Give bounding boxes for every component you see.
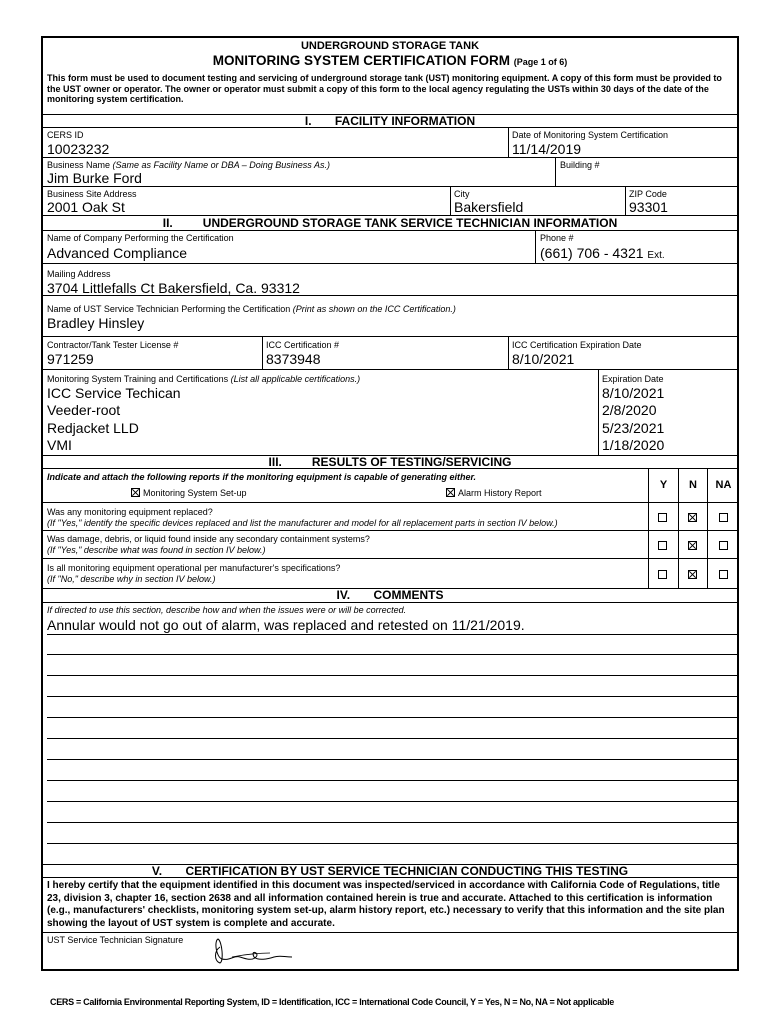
comments-instructions: If directed to use this section, describe how and when the issues were or will be corrected. (47, 605, 407, 615)
answer-yes-checkbox[interactable] (658, 513, 667, 522)
cert-date-label: Date of Monitoring System Certification (512, 130, 669, 140)
training-label-note: (List all applicable certifications.) (230, 374, 361, 384)
question-note: (If "Yes," describe what was found in section IV below.) (47, 545, 266, 555)
expiration-label: Expiration Date (602, 374, 664, 384)
section-4-header: IV. COMMENTS (43, 589, 737, 603)
question-text: Was damage, debris, or liquid found inside any secondary containment systems? (47, 534, 370, 544)
answer-na-checkbox[interactable] (719, 541, 728, 550)
cers-value: 10023232 (47, 141, 110, 157)
question-note: (If "No," describe why in section IV below.) (47, 574, 216, 584)
reports-intro: Indicate and attach the following reports if the monitoring equipment is capable of generating either. (47, 472, 477, 482)
answer-yes-checkbox[interactable] (658, 570, 667, 579)
reports-row (43, 469, 737, 503)
section-3-header: III. RESULTS OF TESTING/SERVICING (43, 456, 737, 469)
business-label-note: (Same as Facility Name or DBA – Doing Business As.) (112, 160, 330, 170)
license-value: 971259 (47, 351, 94, 367)
zip-value: 93301 (629, 199, 668, 215)
answer-na-checkbox[interactable] (719, 570, 728, 579)
icc-expiration-value: 8/10/2021 (512, 351, 575, 367)
form-instructions: This form must be used to document testing and servicing of underground storage tank (UST) monitoring equipment. A copy of this form must be provided to the UST owner or operator. The owner or operator must submit a copy of this form to the local agency regulating the USTs within 30 days of the date of the monitoring system certification. (47, 73, 722, 104)
comment-text: Annular would not go out of alarm, was replaced and retested on 11/21/2019. (47, 617, 525, 633)
certification-form (41, 36, 739, 971)
building-label: Building # (560, 160, 600, 170)
answer-no-checkbox[interactable] (688, 570, 697, 579)
answer-yes-checkbox[interactable] (658, 541, 667, 550)
license-label: Contractor/Tank Tester License # (47, 340, 179, 350)
license-row (43, 337, 737, 370)
business-value: Jim Burke Ford (47, 170, 142, 186)
technician-signature (208, 935, 328, 967)
training-item: Redjacket LLD (47, 420, 139, 436)
icc-expiration-label: ICC Certification Expiration Date (512, 340, 642, 350)
cers-row (43, 128, 737, 158)
company-value: Advanced Compliance (47, 245, 188, 261)
form-title: MONITORING SYSTEM CERTIFICATION FORM (212, 53, 510, 68)
question-text: Is all monitoring equipment operational per manufacturer's specifications? (47, 563, 341, 573)
training-item: Veeder-root (47, 402, 121, 418)
answer-no-checkbox[interactable] (688, 513, 697, 522)
question-row (43, 503, 737, 531)
phone-ext-label: Ext. (647, 250, 665, 261)
question-note: (If "Yes," identify the specific devices replaced and list the manufacturer and model for all replacement parts in section IV below.) (47, 518, 558, 528)
training-expiration: 8/10/2021 (602, 385, 665, 401)
setup-label: Monitoring System Set-up (143, 488, 247, 498)
answer-na-checkbox[interactable] (719, 513, 728, 522)
comments-area[interactable] (43, 603, 737, 863)
header-line1: UNDERGROUND STORAGE TANK (300, 40, 480, 52)
icc-label: ICC Certification # (266, 340, 340, 350)
zip-label: ZIP Code (629, 189, 667, 199)
training-expiration: 1/18/2020 (602, 437, 665, 453)
business-row (43, 158, 737, 187)
section-1-header: I. FACILITY INFORMATION (43, 114, 737, 128)
training-expiration: 2/8/2020 (602, 402, 657, 418)
question-text: Was any monitoring equipment replaced? (47, 507, 213, 517)
training-label: Monitoring System Training and Certifications (47, 374, 229, 384)
section-5-header: V. CERTIFICATION BY UST SERVICE TECHNICIAN CONDUCTING THIS TESTING (43, 864, 737, 878)
footer-legend: CERS = California Environmental Reporting System, ID = Identification, ICC = International Code Council, Y = Yes, N = No, NA = Not applicable (50, 997, 614, 1007)
phone-label: Phone # (540, 233, 574, 243)
training-expiration: 5/23/2021 (602, 420, 665, 436)
company-label: Name of Company Performing the Certification (47, 233, 234, 243)
address-row (43, 187, 737, 216)
signature-row (43, 933, 737, 971)
icc-value: 8373948 (266, 351, 321, 367)
technician-row (43, 296, 737, 337)
city-value: Bakersfield (454, 199, 524, 215)
address-label: Business Site Address (47, 189, 137, 199)
technician-label-note: (Print as shown on the ICC Certification.) (292, 304, 456, 314)
mailing-row (43, 264, 737, 296)
training-item: ICC Service Techican (47, 385, 181, 401)
address-value: 2001 Oak St (47, 199, 125, 215)
alarm-history-checkbox[interactable] (446, 488, 455, 497)
form-header (43, 38, 737, 76)
mailing-label: Mailing Address (47, 269, 111, 279)
page-number: (Page 1 of 6) (513, 57, 568, 67)
certification-statement: I hereby certify that the equipment identified in this document was inspected/serviced in accordance with California Code of Regulations, title 23, division 3, chapter 16, section 2638 and all information contained herein is true and accurate. Attached to this certification is information (e.g., manufacturers' checklists, monitoring system set-up, alarm history report, etc.) necessary to verify that this information and the site plan showing the layout of UST system is complete and accurate. (47, 880, 725, 929)
cers-label: CERS ID (47, 130, 84, 140)
answer-no-checkbox[interactable] (688, 541, 697, 550)
certification-statement-row (43, 878, 737, 933)
city-label: City (454, 189, 470, 199)
signature-label: UST Service Technician Signature (47, 935, 184, 945)
training-block (43, 370, 737, 456)
phone-value: (661) 706 - 4321 (540, 245, 644, 261)
mailing-value: 3704 Littlefalls Ct Bakersfield, Ca. 93312 (47, 280, 300, 296)
setup-checkbox[interactable] (131, 488, 140, 497)
alarm-history-label: Alarm History Report (458, 488, 542, 498)
question-row (43, 559, 737, 589)
col-na-header: NA (715, 479, 732, 491)
company-row (43, 231, 737, 264)
section-2-header: II. UNDERGROUND STORAGE TANK SERVICE TECHNICIAN INFORMATION (43, 216, 737, 231)
col-yes-header: Y (659, 479, 668, 491)
technician-value: Bradley Hinsley (47, 315, 145, 331)
question-row (43, 531, 737, 559)
col-no-header: N (689, 479, 697, 491)
training-item: VMI (47, 437, 72, 453)
cert-date-value: 11/14/2019 (512, 141, 582, 157)
technician-label: Name of UST Service Technician Performing the Certification (47, 304, 291, 314)
business-label: Business Name (47, 160, 111, 170)
